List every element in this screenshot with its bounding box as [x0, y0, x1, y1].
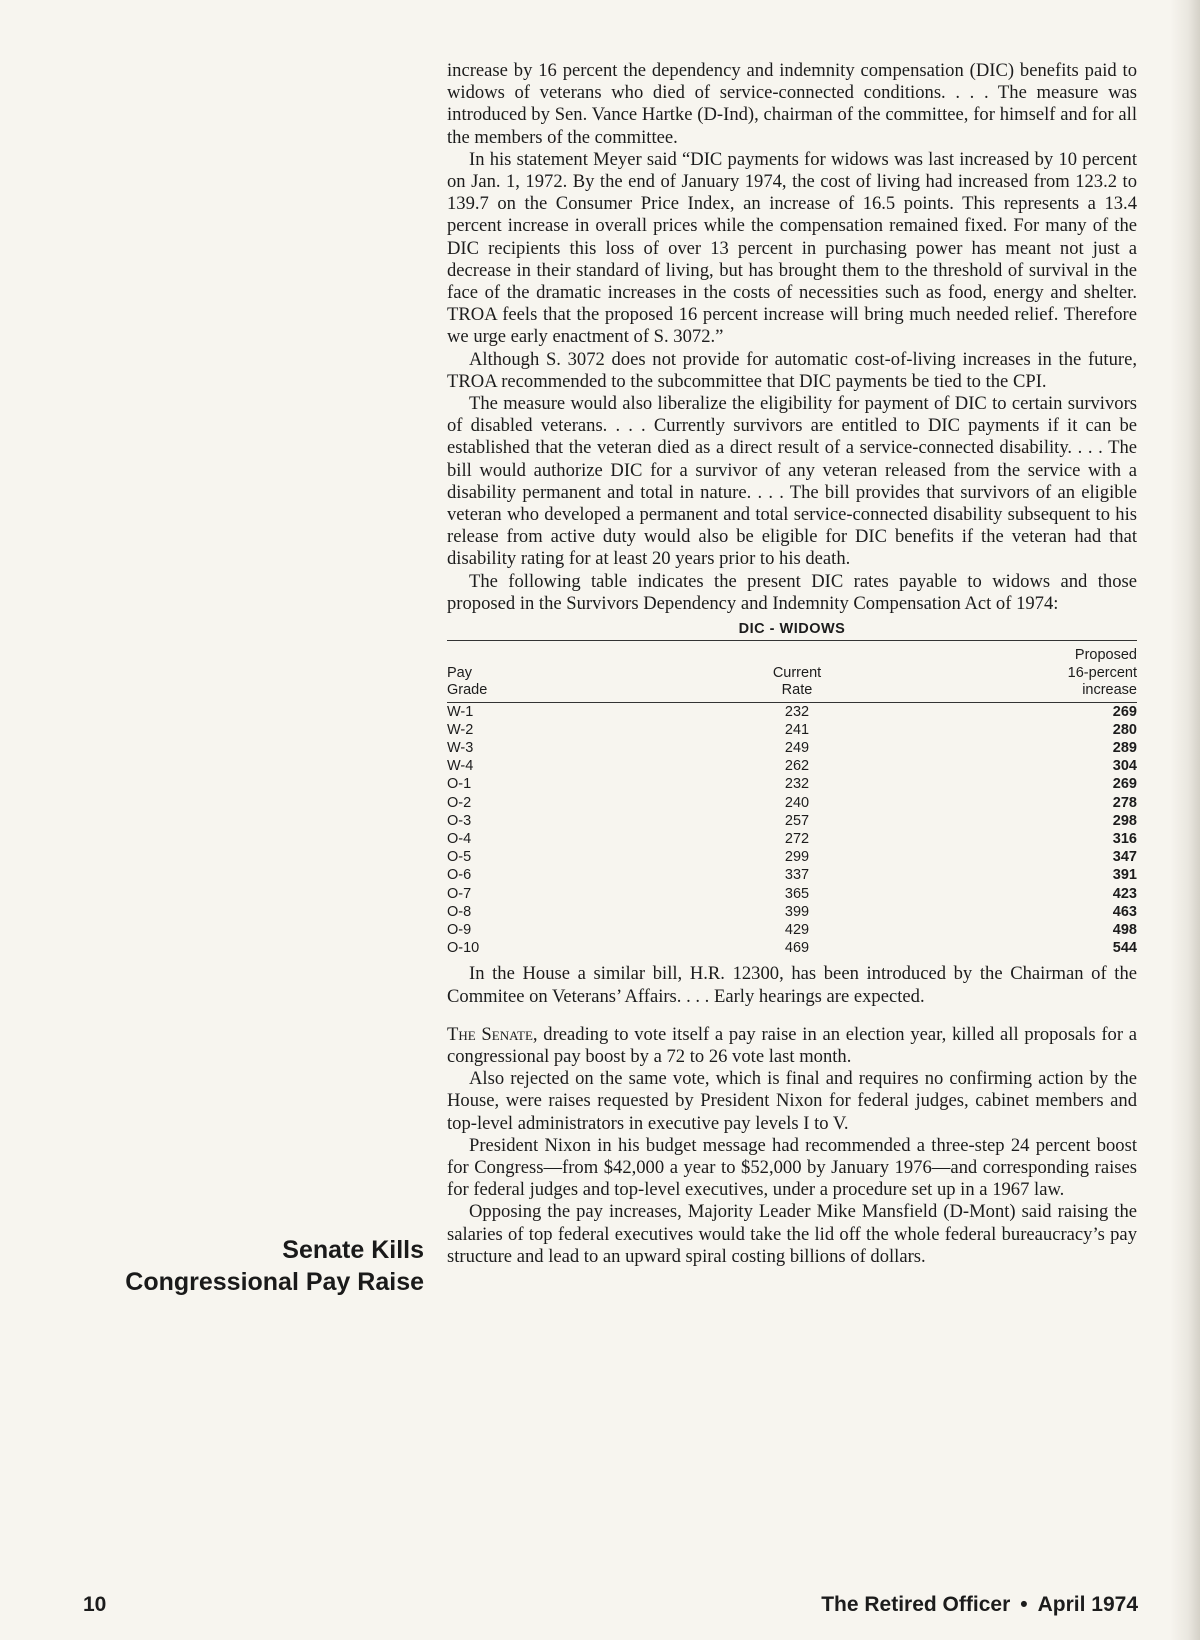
header-proposed-increase: Proposed 16-percent increase — [1067, 647, 1137, 699]
current-rate-cell: 469 — [784, 940, 810, 957]
table-row — [447, 848, 1137, 866]
proposed-rate-cell: 423 — [1112, 885, 1137, 902]
proposed-rate-cell: 498 — [1112, 922, 1137, 939]
table-row — [447, 812, 1137, 830]
table-header — [447, 647, 1137, 703]
header-pay-grade: Pay Grade — [447, 664, 488, 699]
article-column — [447, 60, 1137, 1268]
proposed-rate-cell: 289 — [1112, 739, 1137, 756]
current-rate-cell: 272 — [784, 831, 810, 847]
current-rate-cell: 249 — [784, 739, 810, 756]
current-rate-cell: 232 — [784, 703, 810, 720]
current-rate-cell: 257 — [784, 812, 810, 829]
section-headline: Senate Kills Congressional Pay Raise — [125, 1236, 424, 1296]
pay-grade-cell: O-3 — [447, 812, 472, 829]
table-row — [447, 703, 1137, 721]
table-body — [447, 703, 1137, 958]
pay-grade-cell: O-9 — [447, 922, 472, 939]
article-paragraph: The measure would also liberalize the eligibility for payment of DIC to certain survivors of disabled veterans. . . . Currently survivors are entitled to DIC payments if it can be established that the veteran died as a direct result of a service-connected disability. . . . The bill would authorize DIC for a survivor of any veteran released from the service with a disability permanent and total in nature. . . . The bill provides that survivors of an eligible veteran who developed a permanent and total service-connected disability subsequent to his release from active duty would also be eligible for DIC benefits if the veteran had that disability rating for at least 20 years prior to his death. — [447, 393, 1137, 570]
section2-paragraph: Also rejected on the same vote, which is final and requires no confirming action by the House, were raises requested by President Nixon for federal judges, cabinet members and top-level administrators in executive pay levels I to V. — [447, 1068, 1137, 1134]
pay-grade-cell: W-4 — [447, 758, 474, 775]
table-title: DIC - WIDOWS — [447, 621, 1137, 641]
pay-grade-cell: W-1 — [447, 703, 474, 720]
pay-grade-cell: O-2 — [447, 794, 472, 811]
page-edge-shadow — [1170, 0, 1200, 1640]
pay-grade-cell: O-10 — [447, 940, 480, 957]
current-rate-cell: 232 — [784, 776, 810, 793]
table-row — [447, 885, 1137, 903]
page-footer — [0, 1593, 1200, 1623]
current-rate-cell: 365 — [784, 885, 810, 902]
pay-grade-cell: O-7 — [447, 885, 472, 902]
current-rate-cell: 241 — [784, 721, 810, 738]
section2-paragraph: Opposing the pay increases, Majority Leader Mike Mansfield (D-Mont) said raising the salaries of top federal executives would take the lid off the whole federal bureaucracy’s pay structure and lead to an upward spiral costing billions of dollars. — [447, 1201, 1137, 1267]
proposed-rate-cell: 304 — [1112, 758, 1137, 775]
section2-paragraph: The Senate, dreading to vote itself a pay raise in an election year, killed all proposals for a congressional pay boost by a 72 to 26 vote last month. — [447, 1023, 1137, 1068]
article-paragraph: Although S. 3072 does not provide for automatic cost-of-living increases in the future, TROA recommended to the subcommittee that DIC payments be tied to the CPI. — [447, 348, 1137, 392]
pay-grade-cell: O-5 — [447, 849, 472, 866]
current-rate-cell: 429 — [784, 922, 810, 939]
table-row — [447, 775, 1137, 793]
article-paragraph: In the House a similar bill, H.R. 12300, has been introduced by the Chairman of the Commitee on Veterans’ Affairs. . . . Early hearings are expected. — [447, 963, 1137, 1007]
proposed-rate-cell: 316 — [1112, 831, 1137, 847]
table-row — [447, 866, 1137, 884]
proposed-rate-cell: 391 — [1112, 867, 1137, 884]
article-paragraph: In his statement Meyer said “DIC payments for widows was last increased by 10 percent on Jan. 1, 1972. By the end of January 1974, the cost of living had increased from 123.2 to 139.7 on the Consumer Price Index, an increase of 16.5 points. This represents a 13.4 percent increase in overall prices while the compensation remained fixed. For many of the DIC recipients this loss of over 13 percent in purchasing power has meant not just a decrease in their standard of living, but has brought them to the threshold of survival in the face of the dramatic increases in the costs of necessities such as food, energy and shelter. TROA feels that the proposed 16 percent increase will bring much needed relief. Therefore we urge early enactment of S. 3072.” — [447, 148, 1137, 348]
current-rate-cell: 399 — [784, 903, 810, 920]
table-row — [447, 757, 1137, 775]
proposed-rate-cell: 347 — [1112, 849, 1137, 866]
section2-paragraph: President Nixon in his budget message had recommended a three-step 24 percent boost for Congress—from $42,000 a year to $52,000 by January 1976—and corresponding raises for federal judges and top-level executives, under a procedure set up in a 1967 law. — [447, 1134, 1137, 1201]
article-paragraph: The following table indicates the present DIC rates payable to widows and those proposed in the Survivors Dependency and Indemnity Compensation Act of 1974: — [447, 570, 1137, 614]
proposed-rate-cell: 298 — [1112, 812, 1137, 829]
table-row — [447, 739, 1137, 757]
publication-info: The Retired Officer • April 1974 — [821, 1593, 1138, 1616]
pay-grade-cell: O-8 — [447, 903, 472, 920]
current-rate-cell: 337 — [784, 867, 810, 884]
table-row — [447, 939, 1137, 957]
lead-smallcaps: The Senate, — [447, 1023, 538, 1045]
proposed-rate-cell: 278 — [1112, 794, 1137, 811]
current-rate-cell: 299 — [784, 849, 810, 866]
proposed-rate-cell: 269 — [1112, 703, 1137, 720]
table-row — [447, 794, 1137, 812]
table-row — [447, 903, 1137, 921]
page-number: 10 — [83, 1593, 107, 1616]
table-row — [447, 921, 1137, 939]
proposed-rate-cell: 280 — [1112, 721, 1137, 738]
pay-grade-cell: W-3 — [447, 739, 474, 756]
proposed-rate-cell: 463 — [1112, 903, 1137, 920]
article-paragraph: increase by 16 percent the dependency and indemnity compensation (DIC) benefits paid to widows of veterans who died of service-connected conditions. . . . The measure was introduced by Sen. Vance Hartke (D-Ind), chairman of the committee, for himself and for all the members of the committee. — [447, 60, 1137, 148]
pay-grade-cell: O-1 — [447, 776, 472, 793]
table-row — [447, 721, 1137, 739]
current-rate-cell: 262 — [784, 758, 810, 775]
pay-grade-cell: O-6 — [447, 867, 472, 884]
bullet-separator: • — [1020, 1593, 1028, 1616]
dic-widows-table — [447, 621, 1137, 957]
header-current-rate: Current Rate — [772, 664, 822, 699]
proposed-rate-cell: 269 — [1112, 776, 1137, 793]
table-row — [447, 830, 1137, 848]
proposed-rate-cell: 544 — [1112, 940, 1137, 957]
pay-grade-cell: O-4 — [447, 831, 472, 847]
current-rate-cell: 240 — [784, 794, 810, 811]
pay-grade-cell: W-2 — [447, 721, 474, 738]
